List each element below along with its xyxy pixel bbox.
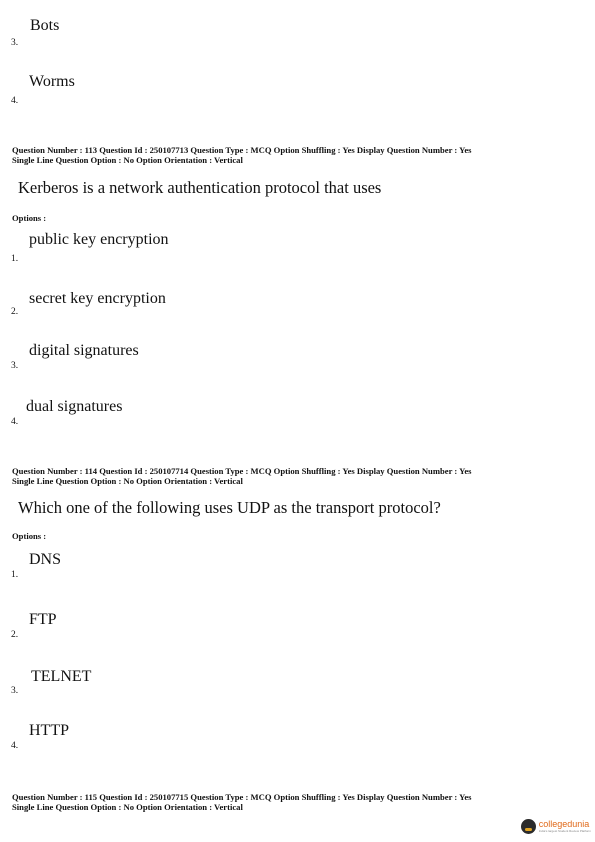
question-text: Kerberos is a network authentication protocol that uses (18, 178, 382, 197)
option-text: Bots (30, 17, 60, 34)
option-text: digital signatures (29, 342, 139, 359)
option-text: dual signatures (26, 398, 123, 415)
option-number: 2. (11, 630, 19, 640)
option-text: TELNET (31, 668, 92, 685)
question-meta-line: Single Line Question Option : No Option Orientation : Vertical (12, 155, 243, 165)
options-label: Options : (12, 531, 47, 541)
option-number: 4. (11, 96, 19, 106)
option-text: DNS (29, 551, 62, 568)
question-meta-line: Question Number : 115 Question Id : 250107715 Question Type : MCQ Option Shuffling : Yes Display Question Number : Yes (12, 792, 472, 802)
question-meta-line: Single Line Question Option : No Option Orientation : Vertical (12, 476, 243, 486)
question-meta (12, 792, 582, 812)
option-number: 3. (11, 686, 19, 696)
graduation-cap-icon (521, 819, 536, 834)
question-meta-line: Single Line Question Option : No Option Orientation : Vertical (12, 802, 243, 812)
collegedunia-logo (521, 819, 591, 834)
option-text: Worms (29, 73, 75, 90)
option-text: HTTP (29, 722, 69, 739)
option-number: 4. (11, 417, 19, 427)
options-label: Options : (12, 213, 47, 223)
logo-tagline: India's largest Student Review Platform (538, 829, 591, 833)
option-number: 2. (11, 307, 19, 317)
option-number: 3. (11, 361, 19, 371)
option-text: FTP (29, 611, 57, 628)
question-meta (12, 466, 582, 486)
option-text: secret key encryption (29, 290, 166, 307)
option-number: 4. (11, 741, 19, 751)
question-text: Which one of the following uses UDP as the transport protocol? (18, 498, 441, 517)
option-number: 1. (11, 570, 19, 580)
question-meta-line: Question Number : 113 Question Id : 250107713 Question Type : MCQ Option Shuffling : Yes Display Question Number : Yes (12, 145, 472, 155)
question-meta (12, 145, 582, 165)
option-text: public key encryption (29, 231, 169, 248)
question-meta-line: Question Number : 114 Question Id : 250107714 Question Type : MCQ Option Shuffling : Yes Display Question Number : Yes (12, 466, 472, 476)
logo-text: collegedunia (538, 819, 590, 829)
option-number: 1. (11, 254, 19, 264)
option-number: 3. (11, 38, 19, 48)
